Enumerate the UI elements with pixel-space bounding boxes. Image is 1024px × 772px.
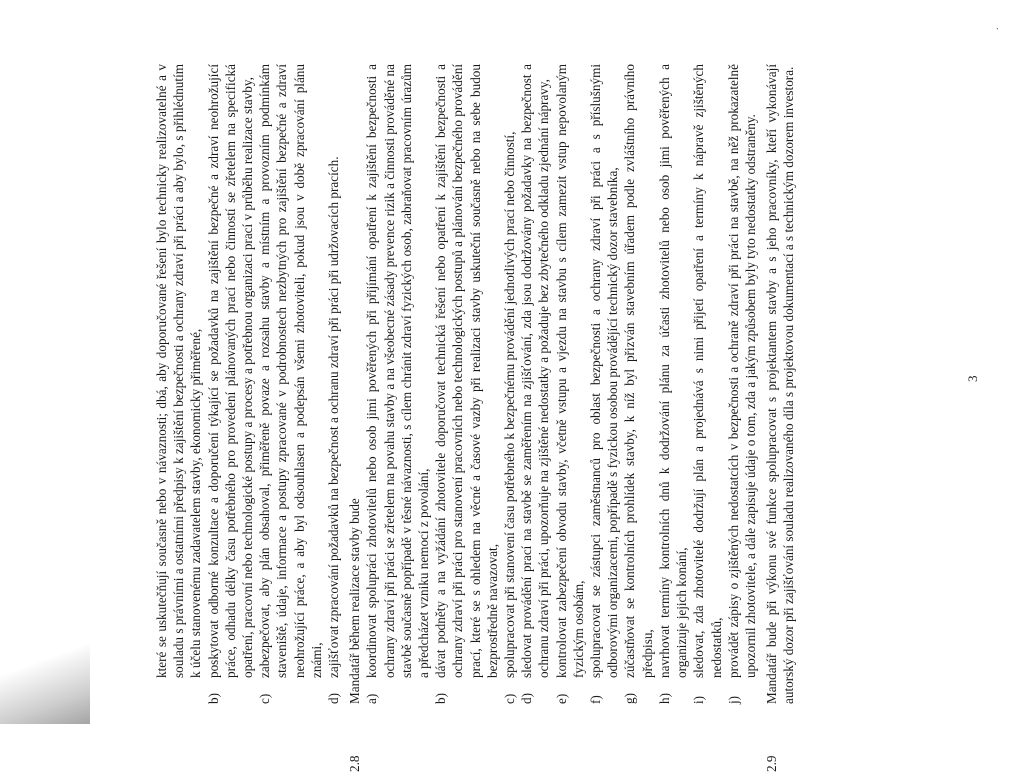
list-text: sledovat, zda zhotovitelé dodržují plán a projednává s nimi přijetí opatření a termíny k nápravě zjištěných nedostatků, xyxy=(691,64,724,678)
list-text: zajišťovat zpracování požadavků na bezpečnost a ochranu zdraví při práci při udržovacích pracích. xyxy=(326,156,342,678)
continuation-item xyxy=(153,64,205,704)
list-letter: h) xyxy=(656,693,672,704)
list-a xyxy=(205,64,343,704)
list-letter: f) xyxy=(588,695,604,704)
section-number: 2.8 xyxy=(347,755,363,772)
list-item xyxy=(621,64,655,704)
list-letter: g) xyxy=(622,693,638,704)
list-item xyxy=(656,64,690,704)
list-text: sledovat provádění prací na stavbě se zaměřením na zjišťování, zda jsou dodržovány požadavky na bezpečnost a ochranu zdraví při práci, upozorňuje na zjištěné nedostatky a požaduje bez zbytečného odkladu zjednání nápravy, xyxy=(519,64,552,678)
list-letter: e) xyxy=(553,693,569,704)
list-text: zabezpečovat, aby plán obsahoval, přiměřeně povaze a rozsahu stavby a místním a provozním podmínkám staveniště, údaje, informace a postupy zpracované v podrobnostech nezbytných pro zajištění bezpečné a zdraví neohrožující práce, a aby byl odsouhlasen a podepsán všemi zhotoviteli, pokud jsou v době zpracování plánu známi, xyxy=(257,64,324,678)
list-item xyxy=(690,64,724,704)
list-item xyxy=(325,64,342,704)
section-number: 2.9 xyxy=(764,755,780,772)
list-letter: b) xyxy=(205,693,221,704)
list-item xyxy=(205,64,257,704)
list-item xyxy=(518,64,552,704)
list-letter: b) xyxy=(433,693,449,704)
list-text: provádět zápisy o zjištěných nedostatcích v bezpečnosti a ochraně zdraví při práci na stavbě, na něž prokazatelně upozornil zhotovitele, a dále zapisuje údaje o tom, zda a jakým způsobem byly tyto nedostatky odstraněny. xyxy=(725,64,758,678)
list-letter: j) xyxy=(725,695,741,704)
list-item xyxy=(256,64,325,704)
list-letter: c) xyxy=(257,693,273,704)
corner-mark: . xyxy=(990,27,1001,30)
list-item xyxy=(725,64,759,704)
list-text: spolupracovat při stanovení času potřebného k bezpečnému provádění jednotlivých prací nebo činností, xyxy=(502,131,518,678)
section-text: Mandatář bude při výkonu své funkce spolupracovat s projektantem stavby a s jeho pracovníky, kteří vykonávají autorský dozor při zajišťování souladu realizovaného díla s projektovou dokumentací a s technickým dozorem investora. xyxy=(764,64,797,704)
section-2-8 xyxy=(346,64,759,772)
list-item xyxy=(587,64,621,704)
list-item xyxy=(553,64,587,704)
list-letter: d) xyxy=(519,693,535,704)
continuation-text: které se uskutečňují současně nebo v návaznosti; dbá, aby doporučované řešení bylo technicky realizovatelné a v souladu s právními a ostatními předpisy k zajištění bezpečnosti a ochrany zdraví při práci a aby bylo, s přihlédnutím k účelu stanovenému zadavatelem stavby, ekonomicky přiměřené, xyxy=(154,64,204,678)
section-2-9 xyxy=(763,64,797,772)
list-text: spolupracovat se zástupci zaměstnanců pro oblast bezpečnosti a ochrany zdraví při práci a s příslušnými odborovými organizacemi, popřípadě s fyzickou osobou provádějící technický dozor stavebníka, xyxy=(588,64,621,678)
list-item xyxy=(501,64,518,704)
list-letter: a) xyxy=(364,693,380,704)
list-text: kontrolovat zabezpečení obvodu stavby, včetně vstupu a vjezdu na stavbu s cílem zamezit vstup nepovolaným fyzickým osobám, xyxy=(553,64,586,678)
list-text: poskytovat odborné konzultace a doporučení týkající se požadavků na zajištění bezpečné a zdraví neohrožující práce, odhadu délky času potřebného pro provedení plánovaných prací nebo činností se zřetelem na specifická opatření, pracovní nebo technologické postupy a procesy a potřebnou organizaci prací v průběhu realizace stavby, xyxy=(205,64,256,678)
list-text: navrhovat termíny kontrolních dnů k dodržování plánu za účasti zhotovitelů nebo osob jimi pověřených a organizuje jejich konání, xyxy=(656,64,690,678)
section-intro: Mandatář během realizace stavby bude xyxy=(347,498,363,704)
list-letter: d) xyxy=(326,693,342,704)
list-letter: i) xyxy=(691,695,707,704)
list-text: koordinovat spolupráci zhotovitelů nebo osob jimi pověřených při přijímání opatření k zajištění bezpečnosti a ochrany zdraví při práci se zřetelem na povahu stavby a na všeobecné zásady prevence rizik a činnosti prováděné na stavbě současně popřípadě v těsné návaznosti, s cílem chránit zdraví fyzických osob, zabraňovat pracovním úrazům a předcházet vzniku nemocí z povolání, xyxy=(364,64,432,678)
list-text: dávat podněty a na vyžádání zhotovitele doporučovat technická řešení nebo opatření k zajištění bezpečnosti a ochrany zdraví při práci pro stanovení pracovních nebo technologických postupů a plánování bezpečného provádění prací, které se s ohledem na věcné a časové vazby při realizaci stavby uskuteční současně nebo na sebe budou bezprostředně navazovat, xyxy=(433,64,500,678)
page-number: 3 xyxy=(965,375,980,382)
list-item xyxy=(432,64,501,704)
list-letter: c) xyxy=(502,693,518,704)
list-item xyxy=(363,64,432,704)
page-content xyxy=(153,64,798,772)
list-text: zúčastňovat se kontrolních prohlídek stavby, k níž byl přizván stavebním úřadem podle zvláštního právního předpisu, xyxy=(622,64,655,678)
